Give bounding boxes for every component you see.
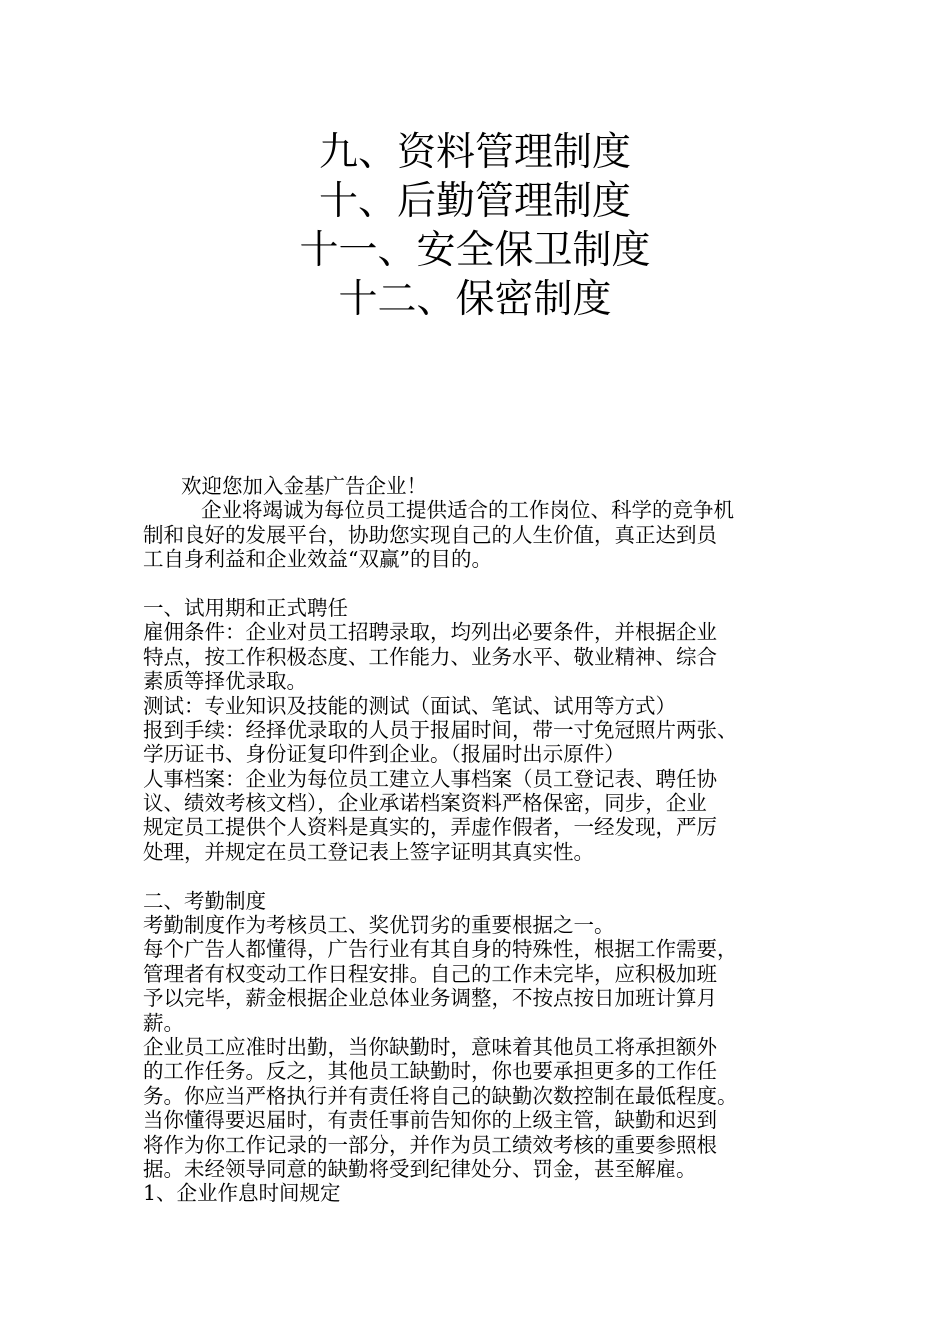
- paragraph-line: 予以完毕，薪金根据企业总体业务调整，不按点按日加班计算月: [143, 986, 717, 1011]
- chapter-headings: [0, 128, 950, 324]
- paragraph-line: 企业员工应准时出勤，当你缺勤时，意味着其他员工将承担额外: [143, 1034, 717, 1059]
- subsection-heading: 1、企业作息时间规定: [143, 1181, 341, 1206]
- paragraph-line: 将作为你工作记录的一部分，并作为员工绩效考核的重要参照根: [143, 1132, 717, 1157]
- section-heading: 一、试用期和正式聘任: [143, 595, 348, 620]
- paragraph-line: 特点，按工作积极态度、工作能力、业务水平、敬业精神、综合: [143, 644, 717, 669]
- section-heading: 二、考勤制度: [143, 888, 266, 913]
- chapter-heading: 十、后勤管理制度: [318, 179, 631, 224]
- paragraph-line: 务。你应当严格执行并有责任将自己的缺勤次数控制在最低程度。: [143, 1083, 738, 1108]
- chapter-heading: 九、资料管理制度: [318, 130, 631, 175]
- chapter-heading: 十二、保密制度: [338, 277, 612, 322]
- paragraph-line: 报到手续：经择优录取的人员于报届时间，带一寸免冠照片两张、: [143, 717, 738, 742]
- body-text: [143, 474, 823, 1206]
- paragraph-line: 素质等择优录取。: [143, 669, 307, 694]
- paragraph-line: 议、绩效考核文档），企业承诺档案资料严格保密，同步，企业: [143, 791, 707, 816]
- blank-line: [143, 572, 823, 596]
- paragraph-line: 工自身利益和企业效益“双赢”的目的。: [143, 547, 492, 572]
- paragraph-line: 制和良好的发展平台，协助您实现自己的人生价值，真正达到员: [143, 522, 717, 547]
- paragraph-line: 考勤制度作为考核员工、奖优罚劣的重要根据之一。: [143, 913, 615, 938]
- blank-line: [143, 864, 823, 888]
- paragraph-line: 雇佣条件：企业对员工招聘录取，均列出必要条件，并根据企业: [143, 620, 717, 645]
- paragraph-line: 管理者有权变动工作日程安排。自己的工作未完毕，应积极加班: [143, 961, 717, 986]
- paragraph-line: 测试：专业知识及技能的测试（面试、笔试、试用等方式）: [143, 693, 676, 718]
- welcome-line: 欢迎您加入金基广告企业！: [181, 474, 427, 498]
- paragraph-line: 规定员工提供个人资料是真实的，弄虚作假者，一经发现，严厉: [143, 815, 717, 840]
- paragraph-line: 每个广告人都懂得，广告行业有其自身的特殊性，根据工作需要，: [143, 937, 738, 962]
- paragraph-line: 人事档案：企业为每位员工建立人事档案（员工登记表、聘任协: [143, 766, 717, 791]
- paragraph-line: 薪。: [143, 1010, 184, 1035]
- paragraph-line: 当你懂得要迟届时，有责任事前告知你的上级主管，缺勤和迟到: [143, 1108, 717, 1133]
- paragraph-line: 据。未经领导同意的缺勤将受到纪律处分、罚金，甚至解雇。: [143, 1156, 697, 1181]
- paragraph-line: 学历证书、身份证复印件到企业。（报届时出示原件）: [143, 742, 625, 767]
- chapter-heading: 十一、安全保卫制度: [299, 228, 651, 273]
- paragraph-line: 企业将竭诚为每位员工提供适合的工作岗位、科学的竞争机: [201, 498, 734, 523]
- paragraph-line: 处理，并规定在员工登记表上签字证明其真实性。: [143, 839, 594, 864]
- paragraph-line: 的工作任务。反之，其他员工缺勤时，你也要承担更多的工作任: [143, 1059, 717, 1084]
